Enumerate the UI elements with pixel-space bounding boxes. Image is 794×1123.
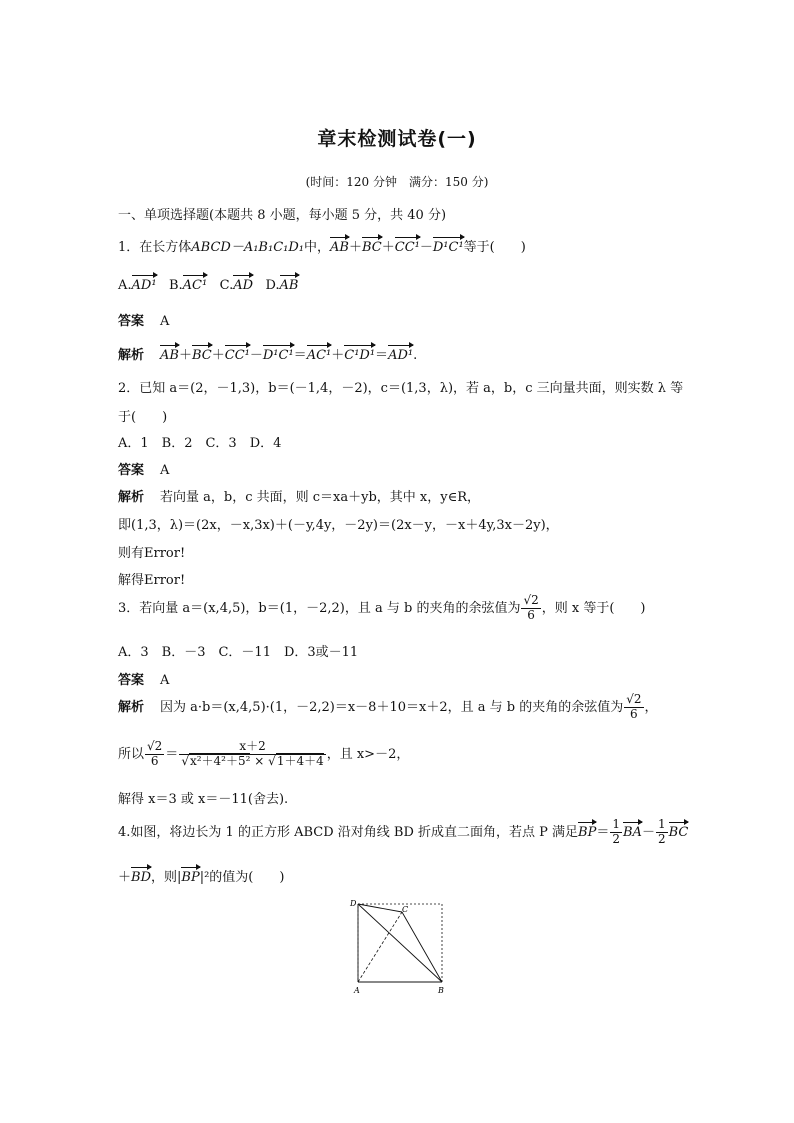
question-2-stem: 2．已知 a＝(2，－1,3)，b＝(－1,4，－2)，c＝(1,3，λ)，若 a，b，c 三向量共面，则实数 λ 等: [118, 381, 684, 396]
question-4-stem-cont: ＋BD，则|BP|²的值为( ): [118, 870, 285, 885]
figure-label-d: D: [350, 899, 357, 908]
exam-info: (时间：120 分钟 满分：150 分): [305, 175, 489, 189]
figure-label-c: C: [402, 905, 409, 914]
question-1-analysis: 解析 AB＋BC＋CC¹－D¹C¹＝AC¹＋C¹D¹＝AD¹.: [118, 348, 418, 363]
figure-edge-bd: [358, 904, 442, 982]
figure-label-b: B: [438, 986, 444, 995]
question-3-analysis-3: 解得 x＝3 或 x＝－11(舍去).: [118, 792, 289, 807]
fraction: $\frac{√2}{6}$: [626, 692, 642, 721]
question-2-analysis: 解析 若向量 a，b，c 共面，则 c＝xa＋yb，其中 x，y∈R，: [118, 490, 481, 505]
question-1-answer: 答案 A: [118, 314, 170, 329]
fraction: $\frac{1}{2}$: [612, 817, 620, 846]
question-4-stem: 4.如图，将边长为 1 的正方形 ABCD 沿对角线 BD 折成直二面角，若点 P 满足BP＝ $\frac{1}{2}$ BA－ $\frac{1}{2}$ BC: [118, 817, 689, 846]
question-1-stem: 1．在长方体ABCD－A₁B₁C₁D₁中，AB＋BC＋CC¹－D¹C¹等于( ): [118, 240, 526, 255]
question-3-analysis-2: 所以 $\frac{√2}{6}$ ＝ $\frac{x+2}{\text{√x²＋4²＋5² × √1＋4＋4}}$ ，且 x>－2，: [118, 739, 410, 768]
figure-label-a: A: [354, 986, 360, 995]
fraction: $\frac{√2}{6}$: [147, 739, 163, 768]
question-2-answer: 答案 A: [118, 463, 170, 478]
question-2-analysis-4: 解得Error!: [118, 573, 186, 588]
geometry-figure: [344, 896, 454, 1001]
fraction: $\frac{√2}{6}$: [523, 593, 539, 622]
question-2-analysis-2: 即(1,3，λ)＝(2x，－x,3x)＋(－y,4y，－2y)＝(2x－y，－x＋4y,3x－2y)，: [118, 518, 559, 533]
figure-edge-ac: [358, 912, 402, 982]
question-3-analysis: 解析 因为 a·b＝(x,4,5)·(1，－2,2)＝x－8＋10＝x＋2，且 a 与 b 的夹角的余弦值为 $\frac{√2}{6}$ ，: [118, 692, 658, 721]
question-2-stem-cont: 于( ): [118, 410, 168, 425]
question-2-options: A．1 B．2 C．3 D．4: [118, 436, 282, 451]
figure-edge-cb: [402, 912, 442, 982]
section-heading: 一、单项选择题(本题共 8 小题，每小题 5 分，共 40 分): [118, 208, 447, 223]
page-title: 章末检测试卷(一): [317, 128, 477, 150]
question-3-stem: 3．若向量 a＝(x,4,5)，b＝(1，－2,2)，且 a 与 b 的夹角的余弦值为 $\frac{√2}{6}$ ，则 x 等于( ): [118, 593, 646, 622]
fraction: $\frac{1}{2}$: [657, 817, 666, 846]
question-2-analysis-3: 则有Error!: [118, 546, 186, 561]
question-3-answer: 答案 A: [118, 673, 170, 688]
figure-edge-dc: [358, 904, 402, 912]
fraction-large: $\frac{x+2}{\text{√x²＋4²＋5² × √1＋4＋4}}$: [181, 739, 324, 768]
question-1-options: A.AD¹ B.AC¹ C.AD D.AB: [118, 278, 299, 293]
question-3-options: A．3 B．－3 C．－11 D．3或－11: [118, 645, 359, 660]
